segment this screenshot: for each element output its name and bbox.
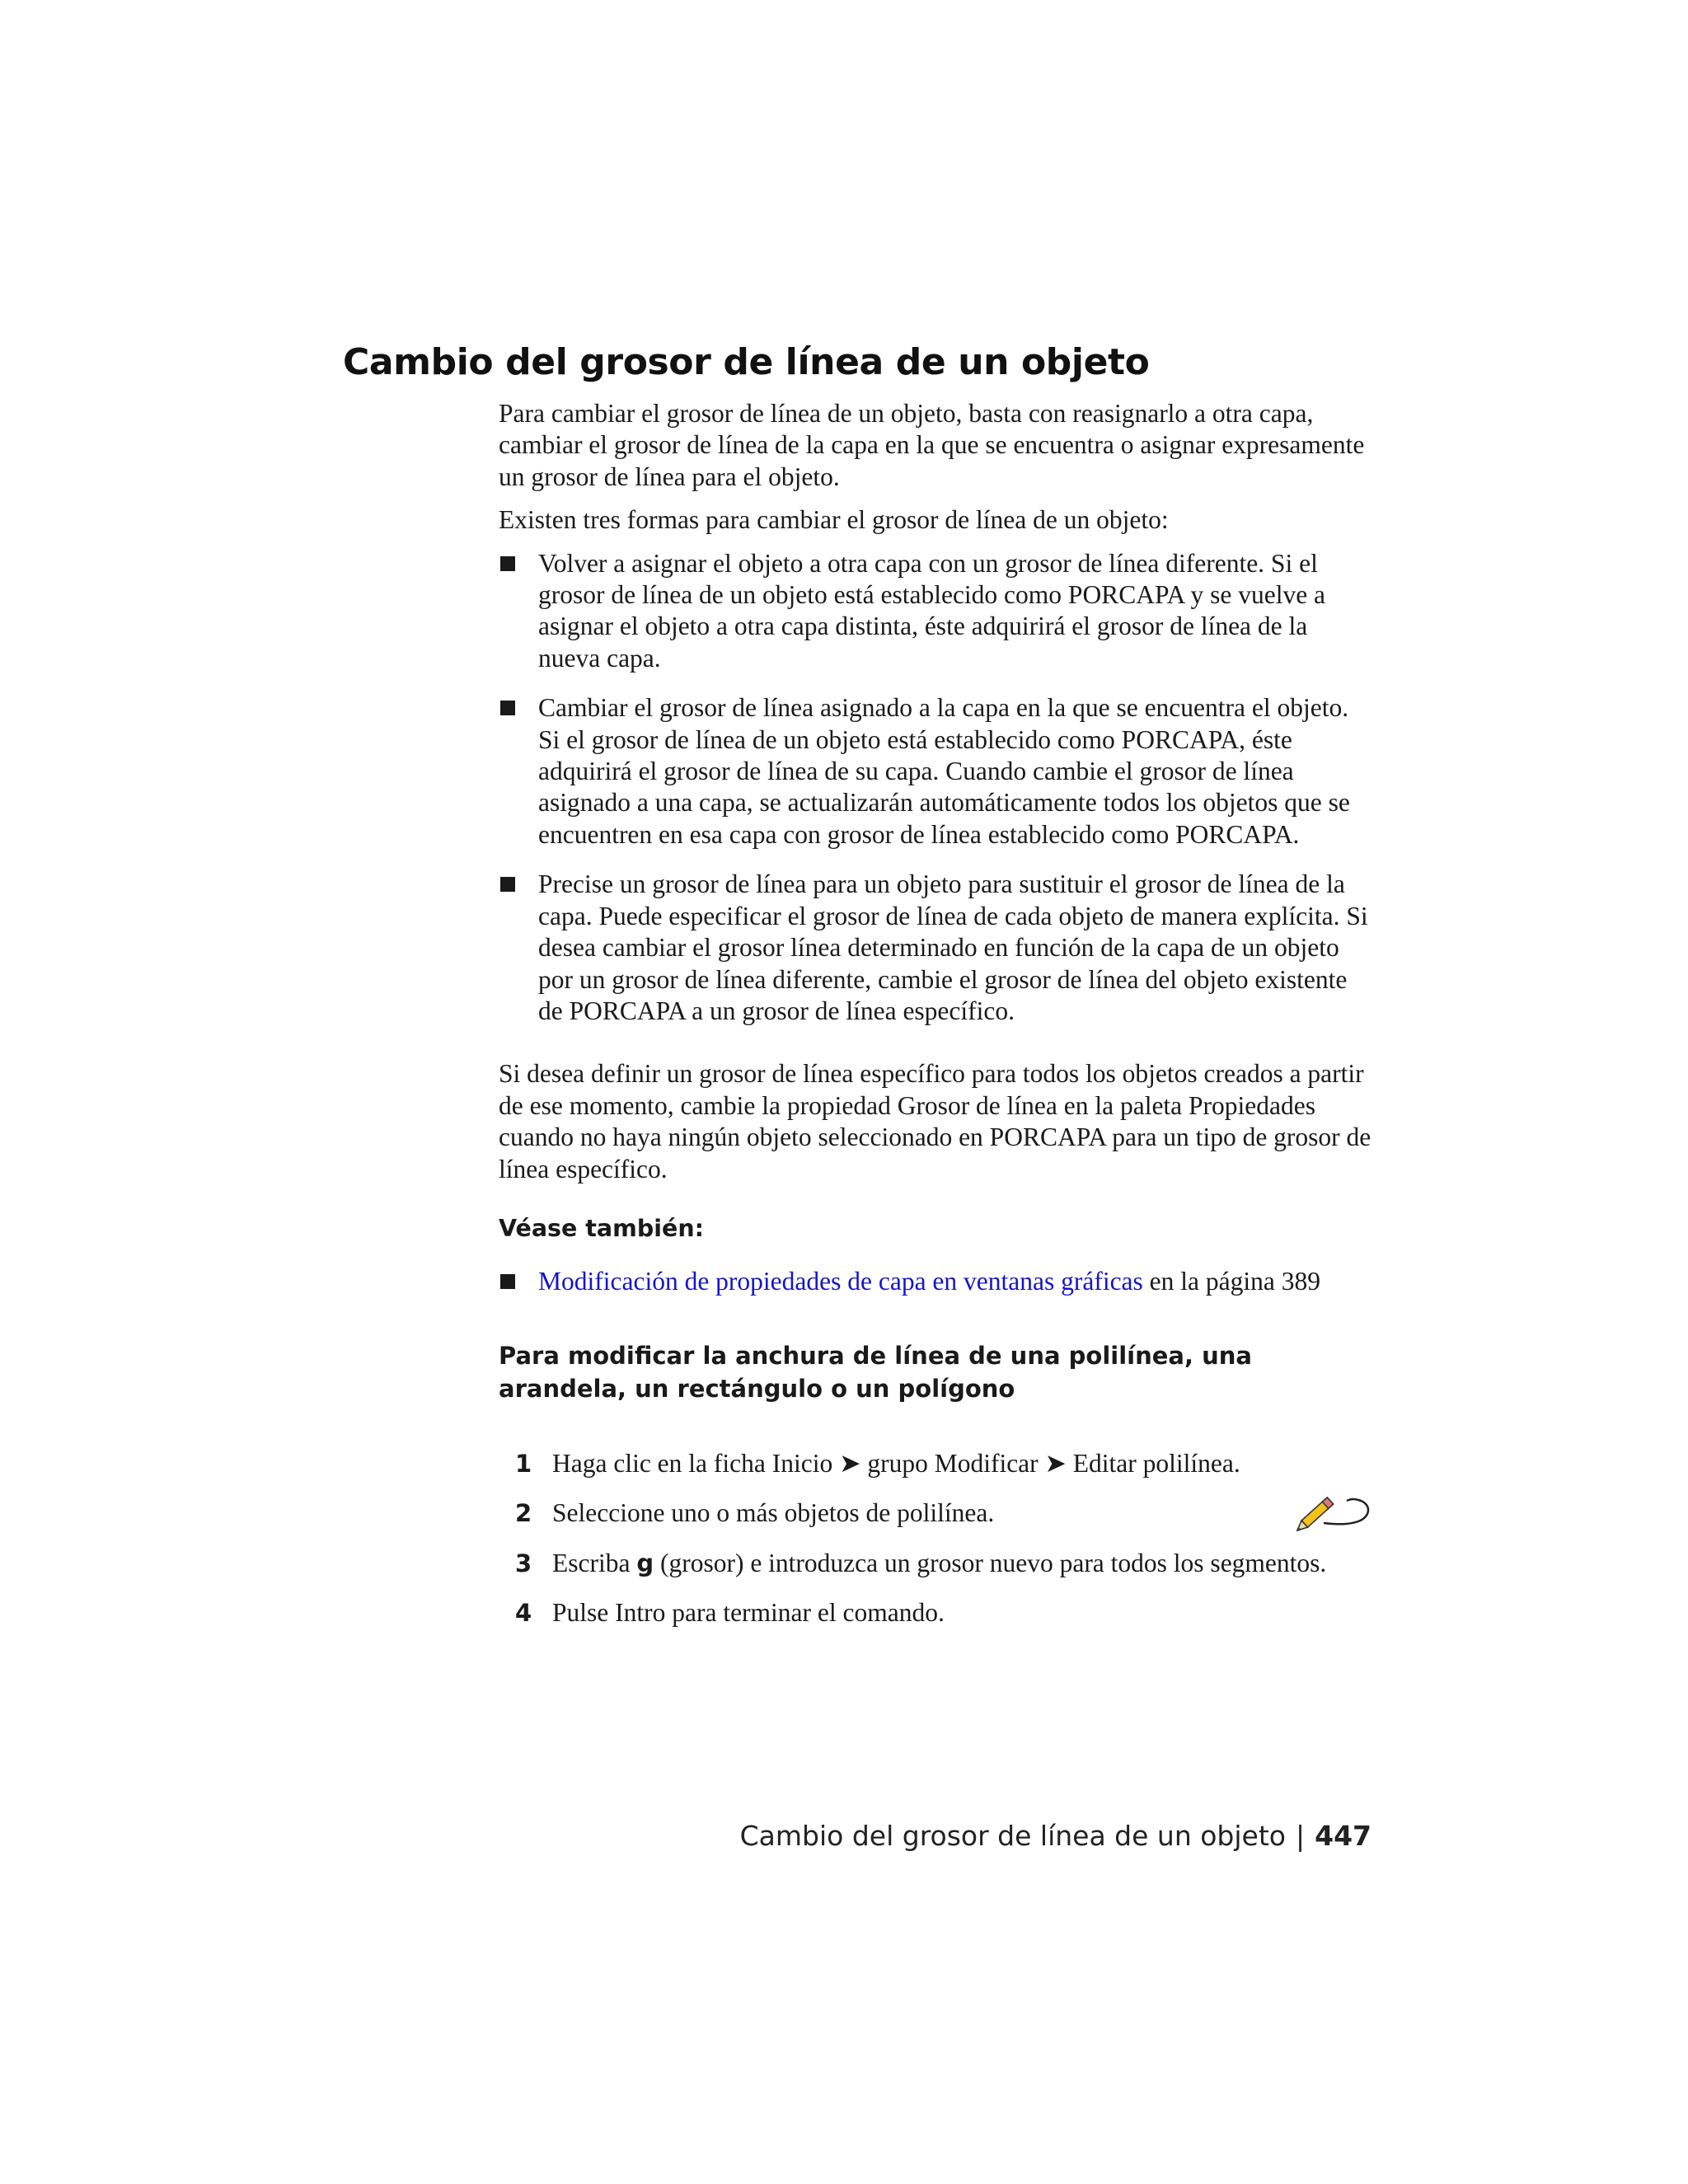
see-also-heading: Véase también: xyxy=(499,1214,705,1242)
list-item xyxy=(499,1266,1372,1297)
footer-separator: | xyxy=(1295,1820,1306,1852)
see-also-link[interactable]: Modificación de propiedades de capa en ventanas gráficas xyxy=(538,1267,1143,1296)
list-item xyxy=(499,692,1372,851)
step-text: Haga clic en la ficha Inicio ➤ grupo Modificar ➤ Editar polilínea. xyxy=(552,1448,1240,1478)
running-title: Cambio del grosor de línea de un objeto xyxy=(739,1820,1286,1852)
see-also-page-ref: en la página 389 xyxy=(1142,1267,1320,1296)
step-text-post: (grosor) e introduzca un grosor nuevo para todos los segmentos. xyxy=(654,1548,1327,1577)
page-title: Cambio del grosor de línea de un objeto xyxy=(343,341,1150,383)
intro-paragraph: Para cambiar el grosor de línea de un objeto, basta con reasignarlo a otra capa, cambiar el grosor de línea de la capa en la que se encuentra o asignar expresamente un grosor de línea para el objeto. xyxy=(499,399,1365,491)
step-item xyxy=(499,1597,1372,1629)
step-number: 1 xyxy=(515,1449,532,1478)
methods-intro: Existen tres formas para cambiar el grosor de línea de un objeto: xyxy=(499,505,1169,535)
list-item xyxy=(499,869,1372,1027)
default-lineweight-paragraph: Si desea definir un grosor de línea específico para todos los objetos creados a partir de ese momento, cambie la propiedad Grosor de línea en la paleta Propiedades cuando no haya ningún objeto seleccionado en PORCAPA para un tipo de grosor de línea específico. xyxy=(499,1059,1372,1183)
methods-list xyxy=(499,548,1372,1028)
step-key: g xyxy=(636,1549,654,1577)
page-number: 447 xyxy=(1315,1820,1372,1852)
step-text: Pulse Intro para terminar el comando. xyxy=(552,1597,945,1627)
step-number: 2 xyxy=(515,1499,532,1528)
step-number: 4 xyxy=(515,1598,532,1627)
see-also-list xyxy=(499,1266,1372,1297)
step-text: Seleccione uno o más objetos de polilínea. xyxy=(552,1498,995,1528)
body-content xyxy=(499,398,1372,1647)
step-item xyxy=(499,1548,1372,1579)
edit-polyline-icon xyxy=(1296,1492,1372,1535)
list-item-text: Cambiar el grosor de línea asignado a la capa en la que se encuentra el objeto. Si el grosor de línea de un objeto está establecido como PORCAPA, éste adquirirá el grosor de línea de su capa. Cuando cambie el grosor de línea asignado a una capa, se actualizarán automáticamente todos los objetos que se encuentren en esa capa con grosor de línea establecido como PORCAPA. xyxy=(538,693,1350,849)
procedure-title: Para modificar la anchura de línea de una polilínea, una arandela, un rectángulo o un polígono xyxy=(499,1341,1252,1403)
list-item-text: Precise un grosor de línea para un objeto para sustituir el grosor de línea de la capa. Puede especificar el grosor de línea de cada objeto de manera explícita. Si desea cambiar el grosor línea determinado en función de la capa de un objeto por un grosor de línea diferente, cambie el grosor de línea del objeto existente de PORCAPA a un grosor de línea específico. xyxy=(538,869,1368,1025)
step-number: 3 xyxy=(515,1549,532,1577)
square-bullet-icon xyxy=(500,1274,515,1289)
step-item xyxy=(499,1448,1372,1479)
square-bullet-icon xyxy=(500,556,515,571)
square-bullet-icon xyxy=(500,701,515,715)
procedure-steps xyxy=(499,1448,1372,1629)
step-item xyxy=(499,1497,1372,1529)
page-footer xyxy=(740,1820,1372,1852)
list-item-text: Volver a asignar el objeto a otra capa con un grosor de línea diferente. Si el grosor de línea de un objeto está establecido como PORCAPA y se vuelve a asignar el objeto a otra capa distinta, éste adquirirá el grosor de línea de la nueva capa. xyxy=(538,548,1326,673)
step-text-pre: Escriba xyxy=(552,1548,637,1577)
square-bullet-icon xyxy=(500,877,515,892)
list-item xyxy=(499,548,1372,675)
